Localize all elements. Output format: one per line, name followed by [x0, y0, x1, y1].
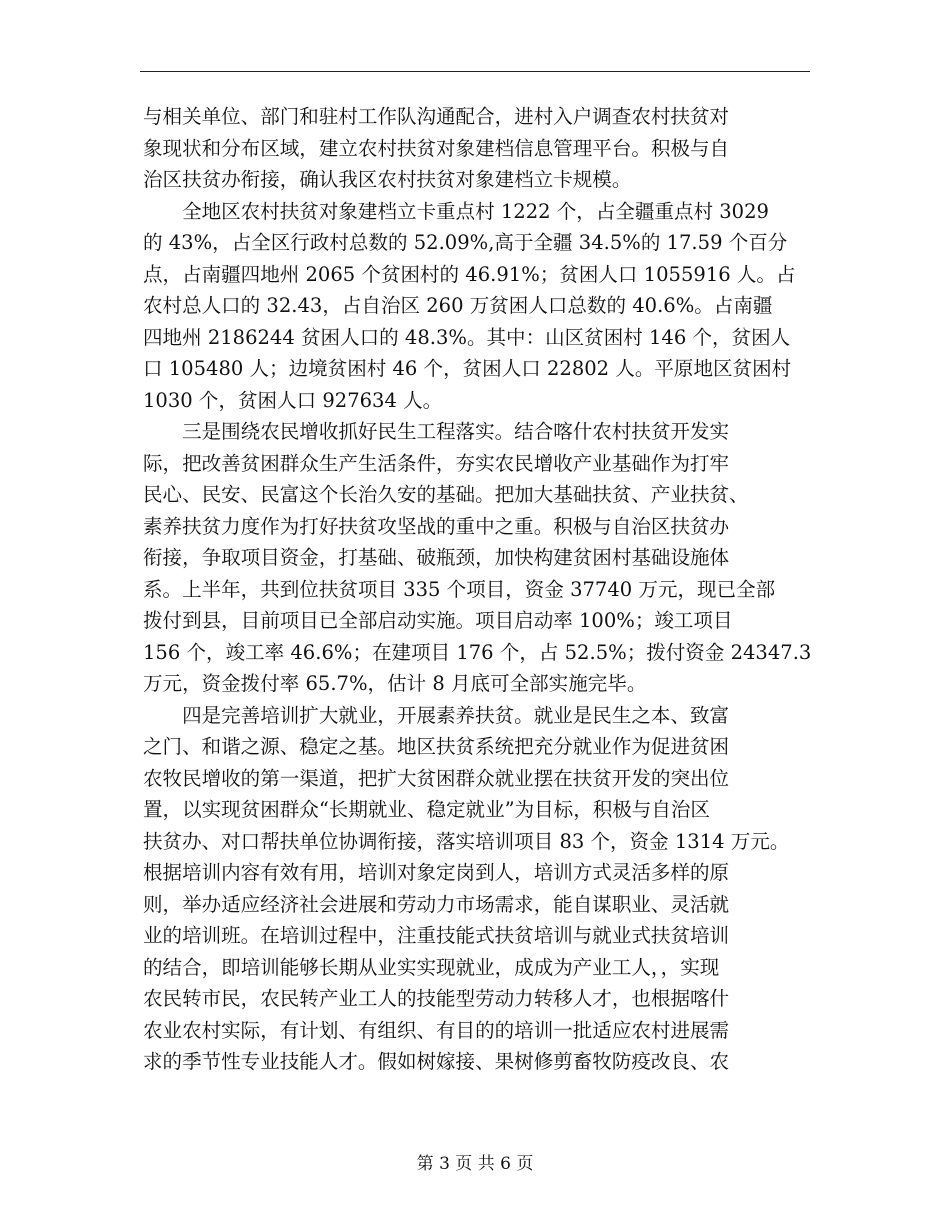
text-line: 156 个，竣工率 46.6%；在建项目 176 个，占 52.5%；拨付资金 24347.3 — [143, 640, 812, 664]
text-line: 点，占南疆四地州 2065 个贫困村的 46.91%；贫困人口 1055916 人。占 — [143, 262, 796, 286]
text-line: 际，把改善贫困群众生产生活条件，夯实农民增收产业基础作为打牢 — [143, 451, 730, 475]
document-body — [143, 101, 823, 1078]
text-line: 三是围绕农民增收抓好民生工程落实。结合喀什农村扶贫开发实 — [143, 420, 730, 443]
text-line: 治区扶贫办衔接，确认我区农村扶贫对象建档立卡规模。 — [143, 168, 632, 191]
text-line: 衔接，争取项目资金，打基础、破瓶颈，加快构建贫困村基础设施体 — [143, 546, 730, 569]
header-rule — [140, 71, 810, 72]
text-line: 民心、民安、民富这个长治久安的基础。把加大基础扶贫、产业扶贫、 — [143, 483, 749, 506]
text-line: 农业农村实际，有计划、有组织、有目的的培训一批适应农村进展需 — [143, 1018, 730, 1042]
page-number-footer: 第 3 页 共 6 页 — [416, 1154, 534, 1174]
text-line: 四是完善培训扩大就业，开展素养扶贫。就业是民生之本、致富 — [143, 703, 730, 727]
text-line: 之门、和谐之源、稳定之基。地区扶贫系统把充分就业作为促进贫困 — [143, 735, 730, 758]
text-line: 全地区农村扶贫对象建档立卡重点村 1222 个，占全疆重点村 3029 — [143, 199, 769, 223]
text-line: 1030 个，贫困人口 927634 人。 — [143, 388, 443, 412]
text-line: 农村总人口的 32.43，占自治区 260 万贫困人口总数的 40.6%。占南疆 — [143, 294, 773, 317]
text-line: 系。上半年，共到位扶贫项目 335 个项目，资金 37740 万元，现已全部 — [143, 577, 776, 601]
text-line: 的 43%，占全区行政村总数的 52.09%,高于全疆 34.5%的 17.59 个百分 — [143, 231, 788, 254]
text-line: 置，以实现贫困群众“长期就业、稳定就业”为目标，积极与自治区 — [143, 798, 710, 821]
text-line: 求的季节性专业技能人才。假如树嫁接、果树修剪畜牧防疫改良、农 — [143, 1050, 730, 1073]
text-line: 的结合，即培训能够长期从业实实现就业，成成为产业工人，，实现 — [143, 955, 720, 979]
text-line: 拨付到县，目前项目已全部启动实施。项目启动率 100%；竣工项目 — [143, 609, 733, 632]
text-line: 业的培训班。在培训过程中，注重技能式扶贫培训与就业式扶贫培训 — [143, 924, 730, 947]
text-line: 扶贫办、对口帮扶单位协调衔接，落实培训项目 83 个，资金 1314 万元。 — [143, 829, 790, 853]
text-line: 则，举办适应经济社会进展和劳动力市场需求，能自谋职业、灵活就 — [143, 892, 730, 916]
text-line: 与相关单位、部门和驻村工作队沟通配合，进村入户调查农村扶贫对 — [143, 105, 730, 128]
text-line: 根据培训内容有效有用，培训对象定岗到人，培训方式灵活多样的原 — [143, 861, 730, 884]
text-line: 象现状和分布区域，建立农村扶贫对象建档信息管理平台。积极与自 — [143, 136, 730, 160]
text-line: 农民转市民，农民转产业工人的技能型劳动力转移人才，也根据喀什 — [143, 987, 730, 1010]
text-line: 四地州 2186244 贫困人口的 48.3%。其中：山区贫困村 146 个，贫困人 — [143, 325, 791, 349]
text-line: 素养扶贫力度作为打好扶贫攻坚战的重中之重。积极与自治区扶贫办 — [143, 514, 730, 538]
text-line: 万元，资金拨付率 65.7%，估计 8 月底可全部实施完毕。 — [143, 672, 647, 695]
text-line: 口 105480 人；边境贫困村 46 个，贫困人口 22802 人。平原地区贫困村 — [143, 357, 792, 380]
text-line: 农牧民增收的第一渠道，把扩大贫困群众就业摆在扶贫开发的突出位 — [143, 766, 730, 790]
